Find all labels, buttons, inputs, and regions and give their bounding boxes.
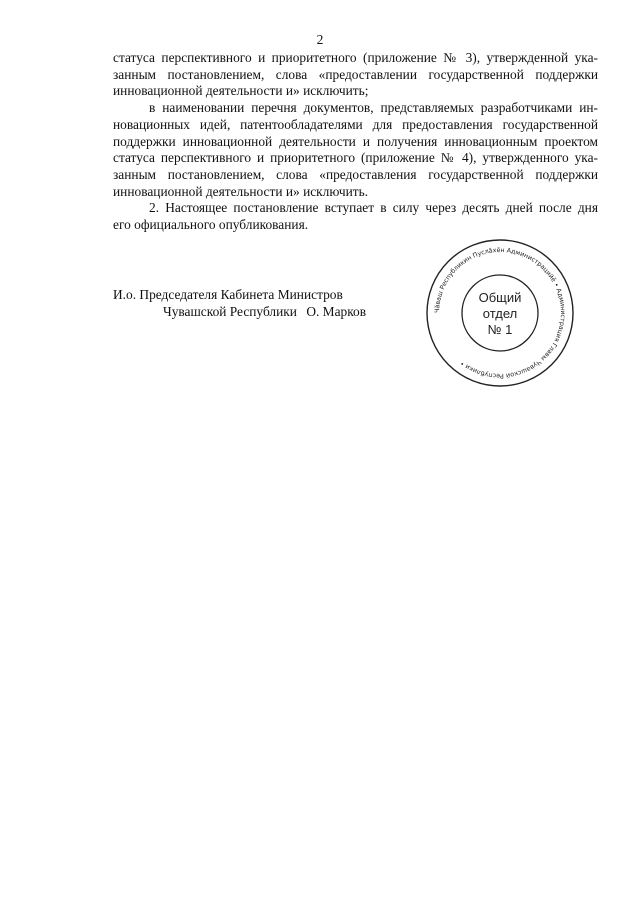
- paragraph-1: [113, 50, 598, 100]
- stamp-outer-text: Чăваш Республикин Пуслăхĕн Администрацийĕ • Администрация Главы Чувашской Республики •: [433, 246, 567, 380]
- document-body: [113, 50, 598, 234]
- signature-name: О. Марков: [306, 304, 367, 319]
- text-line: инновационной деятельности и» исключить.: [113, 183, 369, 199]
- text-line: новационных идей, патентообладателями для предоставления государственной: [113, 116, 598, 132]
- stamp-center-line1: Общий: [478, 290, 522, 305]
- stamp-center-line3: № 1: [487, 322, 513, 337]
- official-stamp: [425, 238, 575, 388]
- text-line: занным постановлением, слова «предоставления государственной поддержки: [113, 166, 598, 182]
- signature-line2: [163, 304, 366, 320]
- text-line: статуса перспективного и приоритетного (приложение № 4), утвержденного ука-: [113, 150, 598, 166]
- text-line: инновационной деятельности и» исключить;: [113, 83, 369, 99]
- text-line: в наименовании перечня документов, представляемых разработчиками ин-: [149, 100, 598, 116]
- signature-title-line2: Чувашской Республики: [163, 304, 297, 319]
- stamp-center-line2: отдел: [482, 306, 518, 321]
- text-line: занным постановлением, слова «предоставлении государственной поддержки: [113, 66, 598, 82]
- paragraph-3: [113, 200, 598, 233]
- paragraph-2: [113, 100, 598, 200]
- text-line: его официального опубликования.: [113, 217, 309, 233]
- text-line: 2. Настоящее постановление вступает в силу через десять дней после дня: [149, 200, 598, 216]
- page-number: 2: [316, 32, 324, 47]
- signature-title-line1: И.о. Председателя Кабинета Министров: [113, 287, 343, 302]
- text-line: статуса перспективного и приоритетного (приложение № 3), утвержденной ука-: [113, 50, 598, 65]
- text-line: поддержки инновационной деятельности и получения инновационным проектом: [113, 133, 598, 149]
